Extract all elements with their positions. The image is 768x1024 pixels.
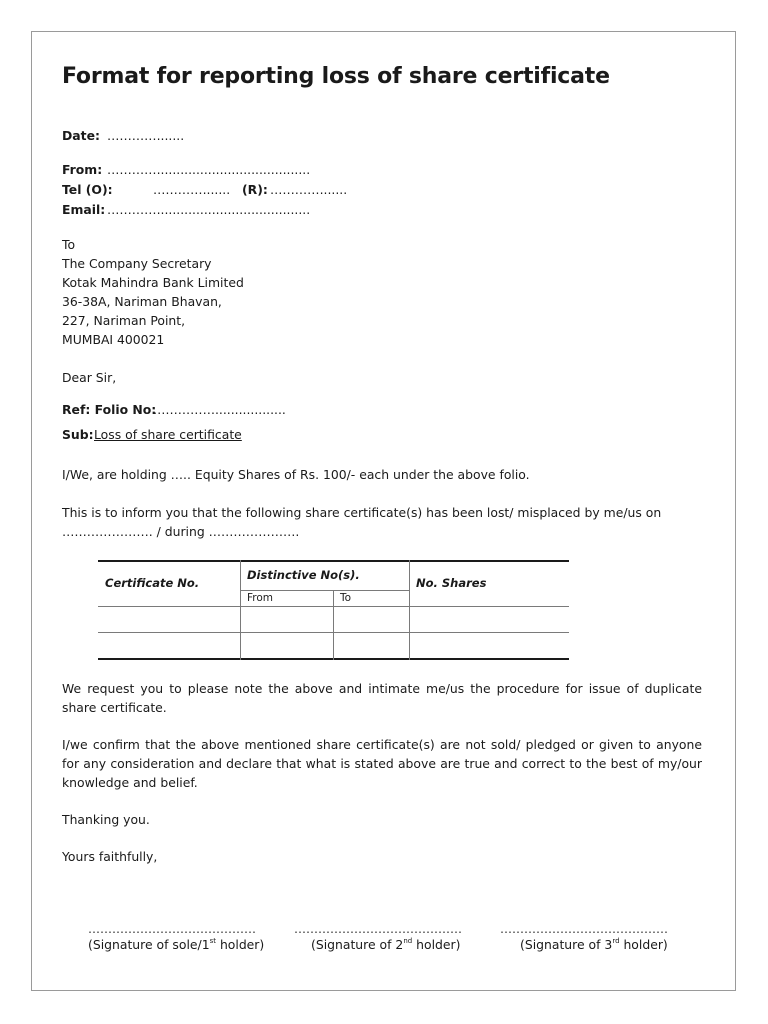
col-header-shares: No. Shares: [416, 576, 487, 590]
signature-label-1: [88, 937, 264, 952]
from-value: ………….......................................: [107, 162, 311, 177]
address-line: The Company Secretary: [62, 256, 212, 271]
tel-o-value: ………….......: [153, 182, 231, 197]
signature-line-2: ……………………………………: [294, 922, 462, 936]
email-value: ………….......................................: [107, 202, 311, 217]
signature-label-1-sup: st: [209, 937, 216, 945]
paragraph-inform-line1: This is to inform you that the following share certificate(s) has been lost/ misplaced by me/us on: [62, 505, 662, 520]
from-label: From:: [62, 162, 103, 177]
col-header-from: From: [247, 592, 274, 604]
signature-line-3: ……………………………………: [500, 922, 668, 936]
sub-value: Loss of share certificate: [94, 427, 242, 442]
tel-r-value: ………….......: [270, 182, 348, 197]
signature-label-3: [520, 937, 668, 952]
tel-label: Tel (O):: [62, 182, 113, 197]
paragraph-confirm: I/we confirm that the above mentioned share certificate(s) are not sold/ pledged or given to anyone for any consideration and declare that what is stated above are true and correct to the best of my/our knowledge and belief.: [62, 737, 702, 790]
signature-label-2-sup: nd: [403, 937, 413, 945]
signature-label-3-text: (Signature of 3: [520, 937, 613, 952]
ref-label: Ref: Folio No:: [62, 402, 157, 417]
table-col-divider: [240, 560, 241, 660]
signature-label-3-sup: rd: [612, 937, 620, 945]
paragraph-holding: I/We, are holding ….. Equity Shares of Rs. 100/- each under the above folio.: [62, 467, 530, 482]
sub-label: Sub:: [62, 427, 94, 442]
email-label: Email:: [62, 202, 106, 217]
signature-label-2-suffix: holder): [412, 937, 461, 952]
address-line: 227, Nariman Point,: [62, 313, 186, 328]
table-col-divider: [333, 590, 334, 660]
col-header-certificate: Certificate No.: [105, 576, 200, 590]
ref-value: ……………..................: [153, 402, 286, 417]
date-label: Date:: [62, 128, 100, 143]
certificate-table: [98, 560, 569, 660]
paragraph-request: We request you to please note the above and intimate me/us the procedure for issue of duplicate share certificate.: [62, 681, 702, 715]
col-header-to: To: [340, 592, 352, 604]
signature-label-1-suffix: holder): [216, 937, 265, 952]
thanks-text: Thanking you.: [62, 812, 150, 827]
paragraph-inform-line2: …………………. / during ………………….: [62, 524, 300, 539]
salutation: Dear Sir,: [62, 370, 117, 385]
table-col-divider: [409, 560, 410, 660]
signature-label-2-text: (Signature of 2: [311, 937, 404, 952]
document-title: Format for reporting loss of share certificate: [62, 64, 610, 89]
table-subheader-rule: [240, 590, 409, 591]
address-line: 36-38A, Nariman Bhavan,: [62, 294, 222, 309]
closing-text: Yours faithfully,: [62, 849, 158, 864]
signature-label-2: [311, 937, 460, 952]
address-line: Kotak Mahindra Bank Limited: [62, 275, 244, 290]
signature-label-3-suffix: holder): [619, 937, 668, 952]
address-line: To: [62, 237, 76, 252]
signature-line-1: ……………………………………: [88, 922, 256, 936]
date-value: ………….......: [107, 128, 185, 143]
tel-r-label: (R):: [242, 182, 268, 197]
table-top-rule: [98, 560, 569, 562]
signature-label-1-text: (Signature of sole/1: [88, 937, 210, 952]
col-header-distinctive: Distinctive No(s).: [247, 568, 360, 582]
address-line: MUMBAI 400021: [62, 332, 165, 347]
